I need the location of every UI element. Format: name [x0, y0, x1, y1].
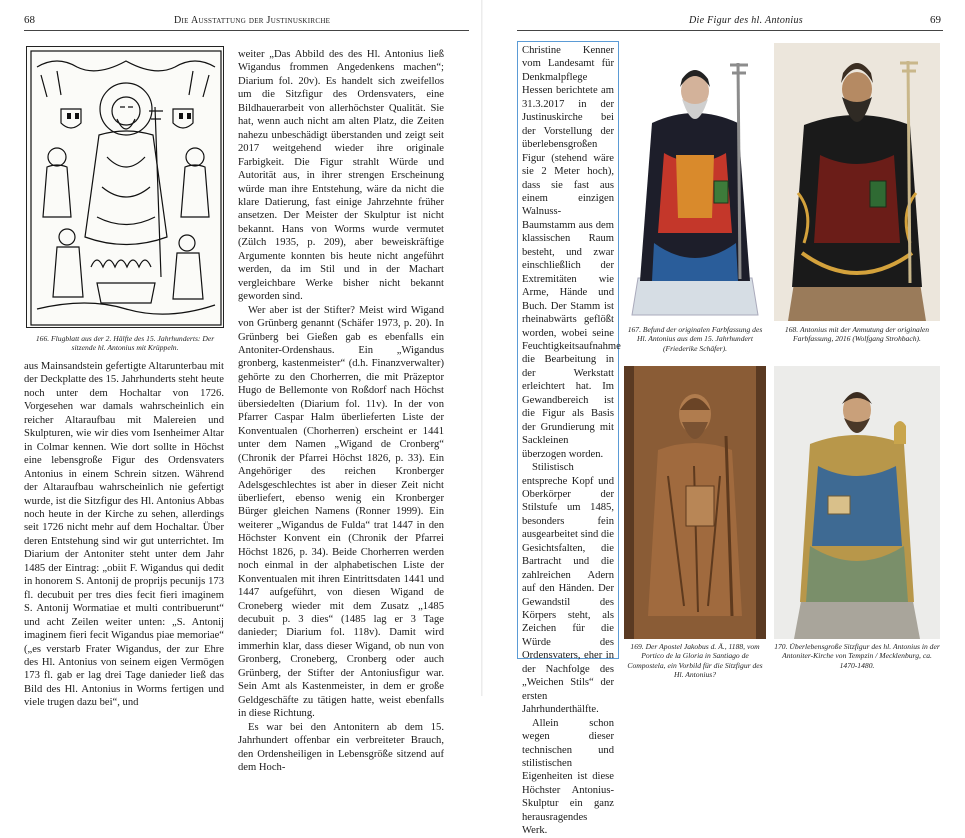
antonius-reconstruction-image: [624, 43, 766, 321]
right-column-text: [238, 48, 444, 774]
right-running-title: Die Figur des hl. Antonius: [689, 15, 804, 26]
right-header-rule: [517, 30, 943, 31]
figure-168-sculpture: [774, 43, 940, 321]
figure-167-caption: 167. Befund der originalen Farbfassung des Hl. Antonius aus dem 15. Jahrhundert (Friederike Schäfer).: [627, 325, 763, 353]
sidebar-paragraph-1: Christine Kenner vom Landesamt für Denkmalpflege Hessen berichtete am 31.3.2017 in der Justinuskirche bei der Vorstellung der überlebensgroßen Figur (stehend wäre sie 2 Meter hoch), dass sie fast aus einem einzigen Walnuss-Baumstamm aus dem klassischen Raum besteht, und zwar einschließlich der Extremitäten wie Arme, Hände und Buch. Der Stamm ist rheinabwärts geflößt worden, wobei seine Feuchtigkeitsaufnahme die Bearbeitung in der Werkstatt erleichtert hat. Im Gewandbereich ist die Figur als Basis der Grundierung mit Sackleinen überzogen worden.: [522, 45, 621, 460]
left-header: [0, 14, 482, 28]
apostle-photo: [624, 366, 766, 639]
figure-166-caption: 166. Flugblatt aus der 2. Hälfte des 15. Jahrhunderts: Der sitzende hl. Antonius mit Krüppeln.: [35, 334, 215, 353]
right-column-paragraph-2: Wer aber ist der Stifter? Meist wird Wigand von Grünberg genannt (Schäfer 1973, p. 20). In Grünberg bei Gießen gab es ebenfalls ein Antoniter-Ordenshaus. Ein „Wigandus gronberg, kastenmeister“ (d.h. Finanzverwalter) gehörte zu den Chorherren, die mit Präzeptor Hugo de Bellemonte von Roßdorf nach Höchst übersiedelten (Diarium fol. 11v). In der von Pfarrer Caspar Halm überlieferten Liste der Konventualen (Chorherren) erscheint er 1441 unter dem Namen „Wigand de Cronberg“ (Chronik der Pfarrei Höchst 1826, p. 33). Ein Angehöriger des reichen Kronberger Adelsgeschlechtes ist aber in dieser Zeit nicht überliefert, ebenso wenig ein Kronberger Bürger gleichen Namens (Ronner 1999). Ein weiterer „Wigandus de Fulda“ trat 1447 in den Höchster Konvent ein (Chronik der Pfarrei Höchst 1826, p. 34). Beide Chorherren werden noch einmal in der alphabetischen Liste der Konventualen mit ihren Eintrittsdaten 1441 und 1447 aufgeführt, von diesen Wigand de Croneberg wieder mit dem Zusatz „1485 decubuit p. 3 dies“ (1485 lag er 3 Tage danieder; Diarium fol. 118v). Damit wird immerhin klar, dass dieser Wigand, ob nun von Gronberg, Croneberg, Cronberg oder auch Grünberg, der Stifter der Antoniusfigur war. Sein Amt als Kastenmeister, in dem er große Geldgeschäfte zu tätigen hatte, weist ebenfalls in diese Richtung.: [238, 304, 444, 720]
figure-166-woodcut: [26, 46, 224, 328]
antonius-sculpture-photo: [774, 43, 940, 321]
woodcut-illustration: [27, 47, 225, 329]
sidebar-paragraph-3: Allein schon wegen dieser technischen und stilistischen Eigenheiten ist diese Höchster Antonius-Skulptur ein ganz herausragendes Werk.: [522, 717, 614, 837]
figure-170-tempzin: [774, 366, 940, 639]
figure-167-reconstruction: [624, 43, 766, 321]
right-page-number: 69: [930, 14, 941, 26]
figure-170-caption: 170. Überlebensgroße Sitzfigur des hl. Antonius in der Antoniter-Kirche von Tempzin / Mecklenburg, ca. 1470-1480.: [774, 642, 940, 670]
left-column-text: [24, 360, 224, 710]
tempzin-antonius-photo: [774, 366, 940, 639]
left-page: [0, 0, 482, 774]
figure-169-apostle: [624, 366, 766, 639]
figure-168-caption: 168. Antonius mit der Anmutung der originalen Farbfassung, 2016 (Wolfgang Strohbach).: [784, 325, 930, 344]
sidebar-info-box: [517, 41, 621, 837]
left-running-title: Die Ausstattung der Justinuskirche: [174, 15, 331, 26]
right-column-paragraph-3: Es war bei den Antonitern ab dem 15. Jahrhundert offenbar ein verbreiteter Brauch, den Ordensheiligen in Lebensgröße sitzend auf dem Hoch-: [238, 721, 444, 774]
right-page: [483, 0, 965, 837]
left-header-rule: [24, 30, 469, 31]
left-column-paragraph: aus Mainsandstein gefertigte Altarunterbau mit der Deckplatte des 15. Jahrhunderts steht heute noch unter dem Hochaltar von 1726. Vorgesehen war damals wahrscheinlich ein reicher Altaraufbau mit Malereien und Skulpturen, wie wir dies vom Isenheimer Altar in Colmar kennen. Wie dort sollte in Höchst eine lebensgroße Figur des Ordensvaters Antonius in einem Schrein sitzen. Während der Altaraufbau wahrscheinlich nie gefertigt wurde, ist die Sitzfigur des Hl. Antonius Abbas noch heute in der Kirche zu sehen, allerdings seit 1726 nicht mehr auf dem Hochaltar. Über deren Entstehung sind wir gut unterrichtet. Im Diarium der Antoniter steht unter dem Jahr 1485 der Eintrag: „obiit F. Wigandus qui dedit in honorem S. Antonij de proprijs pecunijs 173 fl. decubuit per tres dies fecit fieri imaginem S. Antonij Wormatiae et multi contribuerunt“ und acht Zeilen weiter unten: „S. Antonij imaginem fieri fecit Wigandus piae memoriae“ („es verstarb Frater Wigandus, der zur Ehre des Hl. Antonius von seinem eigen Vermögen 173 fl. gab er lag drei Tage danieder ließ das Bild des Hl. Antonius in Worms fertigen und viele trugen dazu bei“, und: [24, 361, 224, 709]
sidebar-paragraph-2: Stilistisch entspreche Kopf und Oberkörper der Stilstufe um 1485, besonders fein ausgearbeitet sind die Gesichtsfalten, die Bartracht und die zahlreichen Adern auf den Händen. Der Gewandstil des Körpers steht, als Zeichen für die Würde des Ordensvaters, eher in der Nachfolge des „Weichen Stils“ der ersten Jahrhunderthälfte.: [522, 462, 614, 716]
left-page-number: 68: [24, 14, 35, 26]
right-header: [483, 14, 965, 28]
right-column-paragraph-1: weiter „Das Abbild des des Hl. Antonius ließ Wigandus frommen Angedenkens machen“; Diarium fol. 20v). Es handelt sich zweifellos um die Sitzfigur des Ordensvaters, eine Bildhauerarbeit von allerhöchster Qualität. Sie hat, wenn auch nicht am alten Platz, die Zeiten nahezu unbeschädigt überstanden und zeigt seit 2017 weitgehend wieder ihre originale Farbigkeit. Die Figur strahlt Würde und Autorität aus, in ihrer strengen Erscheinung würde man ihre Entstehung, wäre da nicht die klare Datierung, fast einige Jahrzehnte früher ansetzen. Der Meister der Skulptur ist nicht bekannt. Hans von Worms wurde vermutet (Zülch 1935, p. 209), aber beweiskräftige Argumente konnten bis heute nicht angeführt werden, da im Stil und in der Machart vergleichbare Werke bisher nicht bekannt geworden sind.: [238, 49, 444, 303]
figure-169-caption: 169. Der Apostel Jakobus d. Ä., 1188, vom Portico de la Gloria in Santiago de Compostela, ein Vorbild für die Sitzfigur des Hl. Antonius?: [627, 642, 763, 679]
